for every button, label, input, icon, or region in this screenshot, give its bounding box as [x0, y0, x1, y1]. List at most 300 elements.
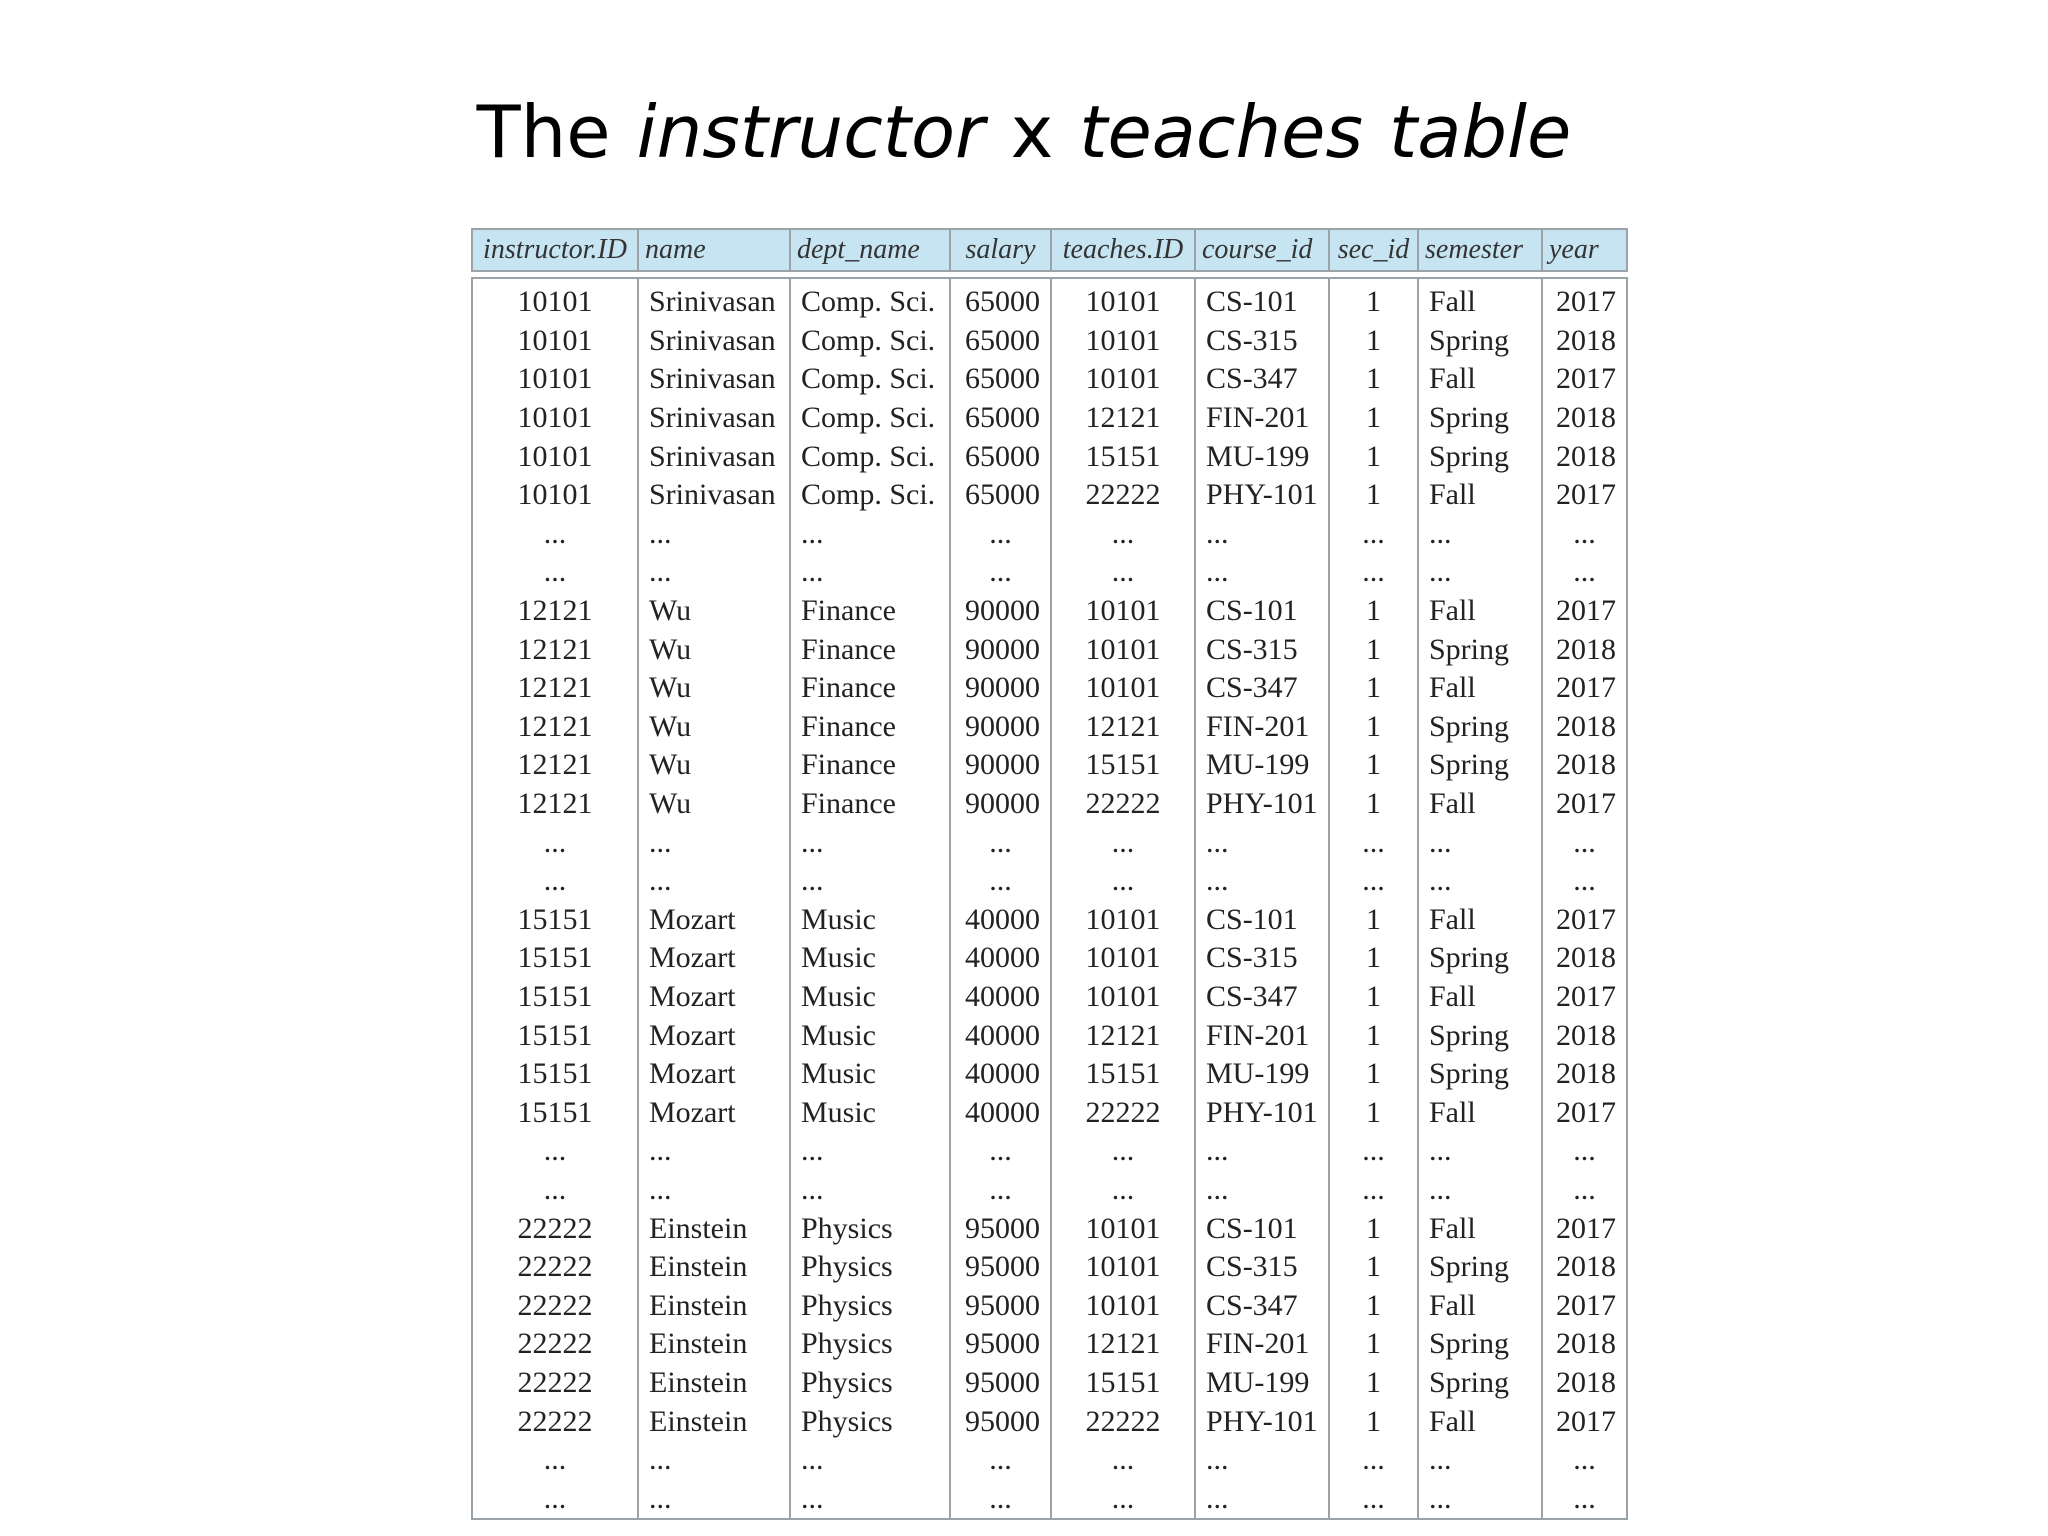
slide-title	[0, 88, 2048, 176]
table-cell: Fall	[1418, 476, 1542, 515]
table-cell: 10101	[1051, 901, 1195, 940]
table-cell: 10101	[1051, 322, 1195, 361]
table-cell: 12121	[1051, 1016, 1195, 1055]
table-cell: CS-315	[1195, 322, 1329, 361]
table-cell: 90000	[950, 669, 1051, 708]
table-cell: 10101	[1051, 1286, 1195, 1325]
table-cell: 40000	[950, 978, 1051, 1017]
table-cell: 2017	[1542, 1209, 1627, 1248]
table-cell: 10101	[472, 322, 638, 361]
table-row	[472, 592, 1627, 631]
table-cell: 40000	[950, 1016, 1051, 1055]
table-cell: 22222	[472, 1325, 638, 1364]
table-cell: 22222	[1051, 476, 1195, 515]
table-cell: ...	[1195, 823, 1329, 862]
table-cell: 95000	[950, 1209, 1051, 1248]
table-cell: 2018	[1542, 322, 1627, 361]
table-cell: ...	[1051, 823, 1195, 862]
table-cell: 1	[1329, 322, 1418, 361]
table-cell: Einstein	[638, 1325, 790, 1364]
table-cell: 10101	[1051, 939, 1195, 978]
table-cell: ...	[950, 1479, 1051, 1519]
table-cell: FIN-201	[1195, 1016, 1329, 1055]
table-cell: ...	[950, 1441, 1051, 1480]
table-cell: ...	[790, 515, 950, 554]
table-row	[472, 746, 1627, 785]
table-row	[472, 862, 1627, 901]
table-cell: Music	[790, 1016, 950, 1055]
table-cell: ...	[638, 1479, 790, 1519]
table-cell: 1	[1329, 592, 1418, 631]
table-cell: CS-101	[1195, 1209, 1329, 1248]
table-cell: FIN-201	[1195, 399, 1329, 438]
table-cell: Srinivasan	[638, 437, 790, 476]
table-cell: Srinivasan	[638, 360, 790, 399]
table-cell: Spring	[1418, 1364, 1542, 1403]
table-cell: Comp. Sci.	[790, 278, 950, 322]
table-cell: ...	[1329, 515, 1418, 554]
table-row	[472, 1171, 1627, 1210]
table-cell: 12121	[472, 669, 638, 708]
table-cell: ...	[1051, 1441, 1195, 1480]
table-cell: CS-347	[1195, 1286, 1329, 1325]
table-cell: Music	[790, 939, 950, 978]
title-word-table: table	[1388, 90, 1572, 174]
table-row	[472, 1286, 1627, 1325]
table-cell: 2018	[1542, 399, 1627, 438]
table-cell: 2018	[1542, 939, 1627, 978]
table-cell: ...	[638, 515, 790, 554]
table-cell: 1	[1329, 399, 1418, 438]
table-cell: 15151	[1051, 437, 1195, 476]
table-cell: 2017	[1542, 1286, 1627, 1325]
table-cell: PHY-101	[1195, 1093, 1329, 1132]
table-cell: 1	[1329, 1402, 1418, 1441]
column-header: instructor.ID	[472, 229, 638, 271]
table-row	[472, 1325, 1627, 1364]
table-row	[472, 939, 1627, 978]
table-cell: ...	[1418, 862, 1542, 901]
table-cell: ...	[638, 823, 790, 862]
title-cross-operator: x	[1010, 90, 1054, 174]
table-cell: Spring	[1418, 746, 1542, 785]
table-cell: Spring	[1418, 708, 1542, 747]
column-header: course_id	[1195, 229, 1329, 271]
column-header: sec_id	[1329, 229, 1418, 271]
table-cell: Wu	[638, 592, 790, 631]
table-cell: 1	[1329, 1248, 1418, 1287]
table-cell: Spring	[1418, 322, 1542, 361]
table-cell: 95000	[950, 1248, 1051, 1287]
table-cell: 90000	[950, 785, 1051, 824]
table-cell: CS-347	[1195, 360, 1329, 399]
table-cell: Spring	[1418, 939, 1542, 978]
table-cell: 1	[1329, 630, 1418, 669]
table-cell: ...	[1051, 553, 1195, 592]
table-cell: 95000	[950, 1286, 1051, 1325]
table-cell: Mozart	[638, 1093, 790, 1132]
table-row	[472, 1479, 1627, 1519]
table-cell: Comp. Sci.	[790, 322, 950, 361]
table-cell: 1	[1329, 939, 1418, 978]
table-cell: 2018	[1542, 1055, 1627, 1094]
table-row	[472, 823, 1627, 862]
table-cell: 1	[1329, 1055, 1418, 1094]
table-cell: ...	[1542, 553, 1627, 592]
table-cell: Finance	[790, 746, 950, 785]
table-cell: Music	[790, 901, 950, 940]
table-cell: ...	[790, 1479, 950, 1519]
table-cell: ...	[472, 862, 638, 901]
table-cell: Wu	[638, 746, 790, 785]
table-cell: 2018	[1542, 1364, 1627, 1403]
table-cell: ...	[472, 553, 638, 592]
table-cell: 22222	[472, 1402, 638, 1441]
table-cell: ...	[950, 862, 1051, 901]
table-cell: Einstein	[638, 1286, 790, 1325]
column-header: salary	[950, 229, 1051, 271]
table-row	[472, 278, 1627, 322]
table-cell: ...	[1051, 515, 1195, 554]
table-cell: 1	[1329, 476, 1418, 515]
table-cell: Srinivasan	[638, 399, 790, 438]
table-row	[472, 901, 1627, 940]
table-header	[472, 229, 1627, 271]
table-cell: 10101	[472, 399, 638, 438]
table-cell: 15151	[472, 1055, 638, 1094]
table-cell: Physics	[790, 1286, 950, 1325]
table-row	[472, 1402, 1627, 1441]
table-cell: Fall	[1418, 1093, 1542, 1132]
table-cell: 1	[1329, 278, 1418, 322]
table-cell: ...	[638, 1132, 790, 1171]
table-row	[472, 1441, 1627, 1480]
table-cell: ...	[950, 553, 1051, 592]
table-cell: Wu	[638, 785, 790, 824]
table-cell: Mozart	[638, 1016, 790, 1055]
table-cell: 2017	[1542, 901, 1627, 940]
table-cell: Spring	[1418, 1016, 1542, 1055]
table-cell: 90000	[950, 630, 1051, 669]
table-cell: 90000	[950, 746, 1051, 785]
table-row	[472, 1093, 1627, 1132]
table-cell: Physics	[790, 1325, 950, 1364]
table-row	[472, 360, 1627, 399]
table-row	[472, 1364, 1627, 1403]
table-cell: 2018	[1542, 1016, 1627, 1055]
table-cell: 1	[1329, 1286, 1418, 1325]
table-cell: CS-347	[1195, 669, 1329, 708]
table-row	[472, 399, 1627, 438]
table-cell: ...	[472, 823, 638, 862]
table-cell: 1	[1329, 901, 1418, 940]
table-cell: 2017	[1542, 476, 1627, 515]
table-cell: 1	[1329, 746, 1418, 785]
table-cell: Wu	[638, 630, 790, 669]
column-header: dept_name	[790, 229, 950, 271]
table-cell: 1	[1329, 1016, 1418, 1055]
table-cell: Wu	[638, 708, 790, 747]
table-cell: ...	[790, 823, 950, 862]
table-cell: 12121	[472, 630, 638, 669]
table-cell: ...	[638, 1171, 790, 1210]
table-cell: CS-347	[1195, 978, 1329, 1017]
table-cell: 1	[1329, 785, 1418, 824]
table-cell: MU-199	[1195, 437, 1329, 476]
table-cell: 15151	[472, 901, 638, 940]
column-header: semester	[1418, 229, 1542, 271]
table-cell: Comp. Sci.	[790, 437, 950, 476]
table-cell: 12121	[1051, 1325, 1195, 1364]
table-cell: Fall	[1418, 1209, 1542, 1248]
table-cell: ...	[1418, 1441, 1542, 1480]
table-cell: Fall	[1418, 1286, 1542, 1325]
table-cell: ...	[1542, 1479, 1627, 1519]
table-cell: 22222	[1051, 785, 1195, 824]
table-cell: Fall	[1418, 1402, 1542, 1441]
table-row	[472, 1055, 1627, 1094]
table-cell: 22222	[1051, 1402, 1195, 1441]
table-cell: 10101	[1051, 1248, 1195, 1287]
table-cell: 15151	[472, 1016, 638, 1055]
table-cell: 10101	[472, 476, 638, 515]
table-cell: 12121	[1051, 399, 1195, 438]
table-cell: Comp. Sci.	[790, 399, 950, 438]
table-cell: ...	[1329, 1132, 1418, 1171]
table-cell: ...	[472, 1171, 638, 1210]
table-cell: Fall	[1418, 978, 1542, 1017]
table-cell: 1	[1329, 1093, 1418, 1132]
table-cell: 2018	[1542, 1248, 1627, 1287]
table-cell: Physics	[790, 1248, 950, 1287]
table-cell: Wu	[638, 669, 790, 708]
table-cell: Srinivasan	[638, 322, 790, 361]
table-cell: 95000	[950, 1325, 1051, 1364]
table-cell: Einstein	[638, 1402, 790, 1441]
table-cell: 65000	[950, 476, 1051, 515]
table-cell: 22222	[472, 1364, 638, 1403]
table-cell: Finance	[790, 785, 950, 824]
table-cell: ...	[790, 1441, 950, 1480]
table-cell: Music	[790, 978, 950, 1017]
table-cell: ...	[472, 1132, 638, 1171]
table-cell: 10101	[1051, 978, 1195, 1017]
table-cell: 2018	[1542, 708, 1627, 747]
cartesian-product-table-container	[471, 228, 1626, 1520]
table-cell: 2017	[1542, 592, 1627, 631]
table-cell: 15151	[472, 939, 638, 978]
table-cell: 1	[1329, 1325, 1418, 1364]
table-row	[472, 978, 1627, 1017]
table-cell: ...	[638, 862, 790, 901]
table-cell: 1	[1329, 360, 1418, 399]
table-cell: Spring	[1418, 1055, 1542, 1094]
table-body	[472, 278, 1627, 1519]
table-cell: 12121	[472, 785, 638, 824]
table-row	[472, 515, 1627, 554]
table-cell: 1	[1329, 1209, 1418, 1248]
table-cell: 10101	[1051, 278, 1195, 322]
table-cell: Fall	[1418, 278, 1542, 322]
table-cell: 65000	[950, 278, 1051, 322]
table-cell: FIN-201	[1195, 708, 1329, 747]
table-cell: 2017	[1542, 978, 1627, 1017]
table-cell: ...	[790, 862, 950, 901]
table-cell: Einstein	[638, 1364, 790, 1403]
table-cell: 10101	[472, 437, 638, 476]
table-cell: 2018	[1542, 746, 1627, 785]
table-cell: PHY-101	[1195, 1402, 1329, 1441]
table-cell: ...	[1329, 1441, 1418, 1480]
table-cell: ...	[1329, 553, 1418, 592]
table-cell: ...	[790, 1171, 950, 1210]
table-row	[472, 322, 1627, 361]
table-cell: 15151	[1051, 746, 1195, 785]
table-cell: 10101	[1051, 1209, 1195, 1248]
table-cell: 10101	[472, 360, 638, 399]
table-cell: ...	[1051, 1479, 1195, 1519]
table-cell: ...	[1051, 862, 1195, 901]
table-cell: MU-199	[1195, 1364, 1329, 1403]
table-row	[472, 669, 1627, 708]
table-cell: 65000	[950, 399, 1051, 438]
table-cell: ...	[1195, 1132, 1329, 1171]
table-cell: ...	[950, 515, 1051, 554]
table-cell: 10101	[1051, 592, 1195, 631]
table-cell: ...	[1418, 823, 1542, 862]
table-cell: 95000	[950, 1402, 1051, 1441]
table-cell: 65000	[950, 322, 1051, 361]
table-cell: 95000	[950, 1364, 1051, 1403]
table-cell: 2017	[1542, 785, 1627, 824]
table-cell: ...	[1195, 1441, 1329, 1480]
table-cell: Spring	[1418, 630, 1542, 669]
table-cell: Physics	[790, 1402, 950, 1441]
table-cell: Einstein	[638, 1209, 790, 1248]
column-header: name	[638, 229, 790, 271]
table-cell: ...	[638, 1441, 790, 1480]
table-cell: ...	[1195, 515, 1329, 554]
table-cell: ...	[1418, 1479, 1542, 1519]
table-cell: Einstein	[638, 1248, 790, 1287]
table-cell: 15151	[472, 978, 638, 1017]
table-cell: Mozart	[638, 978, 790, 1017]
table-row	[472, 1132, 1627, 1171]
table-cell: Mozart	[638, 901, 790, 940]
table-cell: 2018	[1542, 630, 1627, 669]
table-row	[472, 630, 1627, 669]
table-cell: 15151	[472, 1093, 638, 1132]
table-cell: ...	[1195, 1479, 1329, 1519]
table-cell: 12121	[472, 708, 638, 747]
table-row	[472, 437, 1627, 476]
table-cell: Fall	[1418, 592, 1542, 631]
table-cell: Mozart	[638, 1055, 790, 1094]
table-cell: Spring	[1418, 1325, 1542, 1364]
table-cell: 65000	[950, 437, 1051, 476]
table-cell: 22222	[472, 1286, 638, 1325]
table-cell: ...	[1542, 862, 1627, 901]
table-cell: Fall	[1418, 785, 1542, 824]
header-row	[472, 229, 1627, 271]
table-cell: 10101	[1051, 360, 1195, 399]
table-cell: Physics	[790, 1364, 950, 1403]
table-cell: ...	[1329, 823, 1418, 862]
table-cell: ...	[1542, 1132, 1627, 1171]
table-cell: ...	[472, 515, 638, 554]
table-cell: Finance	[790, 630, 950, 669]
table-cell: Fall	[1418, 901, 1542, 940]
table-cell: ...	[1329, 862, 1418, 901]
table-cell: ...	[1051, 1171, 1195, 1210]
table-cell: 40000	[950, 1055, 1051, 1094]
table-cell: Finance	[790, 669, 950, 708]
table-row	[472, 708, 1627, 747]
table-cell: ...	[950, 823, 1051, 862]
table-cell: ...	[1418, 515, 1542, 554]
table-cell: 1	[1329, 978, 1418, 1017]
table-cell: 90000	[950, 592, 1051, 631]
table-cell: ...	[638, 553, 790, 592]
table-cell: 1	[1329, 1364, 1418, 1403]
table-cell: Comp. Sci.	[790, 360, 950, 399]
table-cell: ...	[1542, 1441, 1627, 1480]
cartesian-product-table	[471, 228, 1628, 1520]
table-cell: 2017	[1542, 360, 1627, 399]
title-word-instructor: instructor	[636, 90, 985, 174]
table-cell: ...	[790, 1132, 950, 1171]
table-cell: CS-315	[1195, 1248, 1329, 1287]
table-cell: 22222	[1051, 1093, 1195, 1132]
table-cell: ...	[1418, 553, 1542, 592]
table-cell: Fall	[1418, 669, 1542, 708]
table-cell: ...	[1195, 1171, 1329, 1210]
table-cell: CS-101	[1195, 592, 1329, 631]
table-cell: Spring	[1418, 437, 1542, 476]
table-cell: ...	[1542, 1171, 1627, 1210]
table-cell: ...	[1051, 1132, 1195, 1171]
table-cell: Physics	[790, 1209, 950, 1248]
table-cell: 10101	[1051, 669, 1195, 708]
table-cell: 10101	[1051, 630, 1195, 669]
table-cell: 2018	[1542, 437, 1627, 476]
column-header: year	[1542, 229, 1627, 271]
table-cell: PHY-101	[1195, 785, 1329, 824]
table-cell: PHY-101	[1195, 476, 1329, 515]
table-cell: 65000	[950, 360, 1051, 399]
table-cell: 2017	[1542, 1402, 1627, 1441]
table-cell: 2017	[1542, 278, 1627, 322]
table-cell: 12121	[1051, 708, 1195, 747]
table-cell: MU-199	[1195, 746, 1329, 785]
table-row	[472, 1016, 1627, 1055]
table-cell: ...	[472, 1441, 638, 1480]
table-cell: Spring	[1418, 399, 1542, 438]
table-cell: 90000	[950, 708, 1051, 747]
table-cell: ...	[790, 553, 950, 592]
table-cell: 1	[1329, 708, 1418, 747]
table-cell: Finance	[790, 708, 950, 747]
table-cell: 1	[1329, 437, 1418, 476]
table-cell: Comp. Sci.	[790, 476, 950, 515]
title-word-teaches: teaches	[1079, 90, 1363, 174]
table-cell: 12121	[472, 746, 638, 785]
table-cell: 2017	[1542, 669, 1627, 708]
table-cell: 40000	[950, 901, 1051, 940]
table-cell: 10101	[472, 278, 638, 322]
table-cell: Srinivasan	[638, 278, 790, 322]
table-cell: Music	[790, 1093, 950, 1132]
